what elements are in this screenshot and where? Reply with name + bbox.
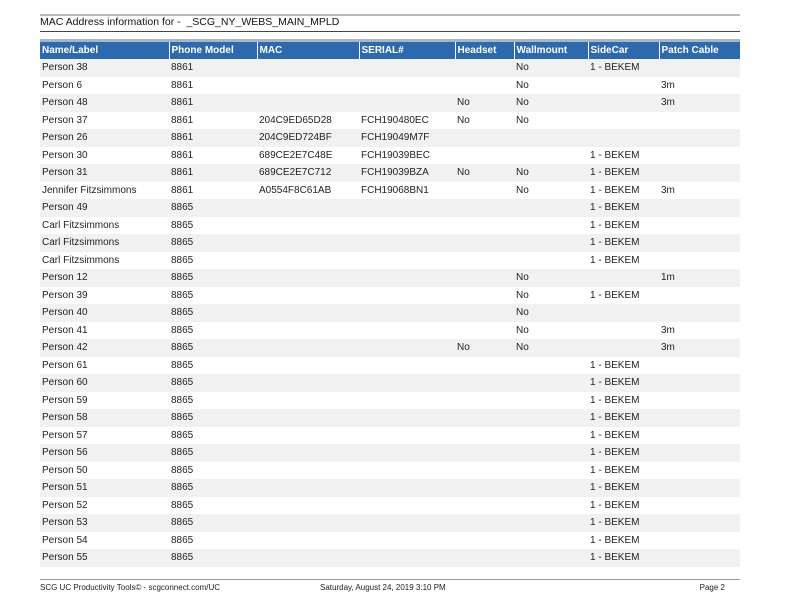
cell-wallmount [514, 252, 588, 270]
cell-patch-cable [659, 497, 740, 515]
cell-sidecar: 1 - BEKEM [588, 357, 659, 375]
cell-headset [455, 77, 514, 95]
cell-wallmount: No [514, 182, 588, 200]
cell-sidecar: 1 - BEKEM [588, 234, 659, 252]
cell-mac [257, 339, 359, 357]
cell-phone-model: 8865 [169, 497, 257, 515]
cell-name: Jennifer Fitzsimmons [40, 182, 169, 200]
column-header-mac: MAC [257, 42, 359, 59]
cell-wallmount [514, 549, 588, 567]
cell-phone-model: 8865 [169, 322, 257, 340]
table-row [40, 252, 740, 270]
table-row [40, 357, 740, 375]
table-row [40, 514, 740, 532]
cell-patch-cable [659, 462, 740, 480]
cell-serial [359, 479, 455, 497]
cell-name: Person 39 [40, 287, 169, 305]
table-row [40, 77, 740, 95]
cell-phone-model: 8865 [169, 427, 257, 445]
cell-headset: No [455, 164, 514, 182]
cell-patch-cable [659, 129, 740, 147]
table-row [40, 217, 740, 235]
cell-mac: A0554F8C61AB [257, 182, 359, 200]
cell-wallmount [514, 374, 588, 392]
cell-patch-cable [659, 392, 740, 410]
cell-serial [359, 409, 455, 427]
cell-headset [455, 234, 514, 252]
cell-name: Person 49 [40, 199, 169, 217]
cell-phone-model: 8865 [169, 269, 257, 287]
cell-name: Person 54 [40, 532, 169, 550]
cell-wallmount [514, 234, 588, 252]
cell-mac [257, 497, 359, 515]
cell-name: Person 40 [40, 304, 169, 322]
cell-name: Carl Fitzsimmons [40, 217, 169, 235]
table-row [40, 59, 740, 77]
cell-phone-model: 8865 [169, 374, 257, 392]
cell-serial [359, 94, 455, 112]
cell-mac [257, 532, 359, 550]
cell-headset [455, 59, 514, 77]
cell-serial [359, 532, 455, 550]
cell-mac [257, 322, 359, 340]
footer-rule [40, 579, 740, 580]
cell-wallmount [514, 217, 588, 235]
cell-phone-model: 8865 [169, 339, 257, 357]
table-row [40, 479, 740, 497]
cell-mac [257, 304, 359, 322]
cell-patch-cable [659, 287, 740, 305]
cell-headset [455, 549, 514, 567]
cell-mac [257, 392, 359, 410]
cell-serial [359, 357, 455, 375]
cell-headset: No [455, 94, 514, 112]
cell-sidecar [588, 77, 659, 95]
cell-sidecar: 1 - BEKEM [588, 427, 659, 445]
cell-sidecar [588, 304, 659, 322]
cell-headset [455, 532, 514, 550]
cell-mac [257, 479, 359, 497]
cell-name: Person 6 [40, 77, 169, 95]
cell-sidecar: 1 - BEKEM [588, 199, 659, 217]
cell-name: Person 41 [40, 322, 169, 340]
cell-mac [257, 409, 359, 427]
cell-wallmount: No [514, 94, 588, 112]
cell-serial [359, 339, 455, 357]
cell-wallmount: No [514, 59, 588, 77]
cell-mac [257, 59, 359, 77]
cell-name: Person 51 [40, 479, 169, 497]
cell-name: Person 37 [40, 112, 169, 130]
table-row [40, 374, 740, 392]
cell-mac [257, 287, 359, 305]
table-header [40, 42, 740, 59]
cell-name: Person 52 [40, 497, 169, 515]
cell-mac [257, 252, 359, 270]
cell-phone-model: 8865 [169, 479, 257, 497]
column-header-headset: Headset [455, 42, 514, 59]
cell-phone-model: 8865 [169, 409, 257, 427]
cell-wallmount: No [514, 322, 588, 340]
cell-patch-cable: 3m [659, 339, 740, 357]
cell-wallmount [514, 392, 588, 410]
column-header-wallmount: Wallmount [514, 42, 588, 59]
cell-headset [455, 199, 514, 217]
cell-headset [455, 357, 514, 375]
column-header-sidecar: SideCar [588, 42, 659, 59]
cell-wallmount: No [514, 164, 588, 182]
table-row [40, 304, 740, 322]
table-body [40, 59, 740, 567]
table-row [40, 94, 740, 112]
cell-serial [359, 77, 455, 95]
table-row [40, 147, 740, 165]
cell-wallmount: No [514, 339, 588, 357]
cell-wallmount [514, 479, 588, 497]
cell-phone-model: 8865 [169, 217, 257, 235]
cell-serial: FCH190480EC [359, 112, 455, 130]
column-header-serial: SERIAL# [359, 42, 455, 59]
cell-serial: FCH19039BEC [359, 147, 455, 165]
cell-name: Person 30 [40, 147, 169, 165]
cell-patch-cable [659, 444, 740, 462]
cell-name: Person 55 [40, 549, 169, 567]
cell-patch-cable [659, 199, 740, 217]
cell-mac [257, 549, 359, 567]
cell-name: Person 60 [40, 374, 169, 392]
cell-headset [455, 479, 514, 497]
cell-serial [359, 514, 455, 532]
cell-patch-cable [659, 304, 740, 322]
cell-wallmount [514, 514, 588, 532]
cell-wallmount: No [514, 304, 588, 322]
table-row [40, 164, 740, 182]
cell-serial: FCH19039BZA [359, 164, 455, 182]
cell-sidecar: 1 - BEKEM [588, 182, 659, 200]
cell-headset [455, 252, 514, 270]
cell-name: Person 48 [40, 94, 169, 112]
cell-patch-cable [659, 252, 740, 270]
cell-serial [359, 59, 455, 77]
table-row [40, 339, 740, 357]
cell-wallmount [514, 427, 588, 445]
cell-name: Person 53 [40, 514, 169, 532]
cell-name: Person 56 [40, 444, 169, 462]
cell-sidecar: 1 - BEKEM [588, 497, 659, 515]
cell-mac [257, 234, 359, 252]
cell-mac: 204C9ED65D28 [257, 112, 359, 130]
cell-patch-cable: 1m [659, 269, 740, 287]
cell-patch-cable: 3m [659, 322, 740, 340]
cell-phone-model: 8861 [169, 94, 257, 112]
cell-phone-model: 8865 [169, 252, 257, 270]
cell-phone-model: 8865 [169, 462, 257, 480]
cell-phone-model: 8861 [169, 112, 257, 130]
cell-serial [359, 549, 455, 567]
column-header-phone-model: Phone Model [169, 42, 257, 59]
table-row [40, 549, 740, 567]
cell-patch-cable [659, 164, 740, 182]
table-row [40, 269, 740, 287]
cell-headset [455, 427, 514, 445]
cell-sidecar: 1 - BEKEM [588, 147, 659, 165]
cell-wallmount [514, 357, 588, 375]
cell-headset [455, 409, 514, 427]
cell-patch-cable [659, 479, 740, 497]
table-row [40, 129, 740, 147]
cell-sidecar: 1 - BEKEM [588, 549, 659, 567]
cell-mac: 689CE2E7C712 [257, 164, 359, 182]
cell-phone-model: 8861 [169, 147, 257, 165]
cell-wallmount: No [514, 77, 588, 95]
cell-headset [455, 444, 514, 462]
cell-patch-cable [659, 59, 740, 77]
cell-headset [455, 147, 514, 165]
cell-sidecar [588, 269, 659, 287]
cell-serial [359, 374, 455, 392]
cell-headset [455, 217, 514, 235]
cell-wallmount [514, 497, 588, 515]
cell-headset [455, 322, 514, 340]
cell-patch-cable [659, 374, 740, 392]
cell-serial [359, 217, 455, 235]
cell-serial [359, 252, 455, 270]
cell-wallmount: No [514, 112, 588, 130]
cell-phone-model: 8865 [169, 234, 257, 252]
cell-serial [359, 497, 455, 515]
cell-sidecar: 1 - BEKEM [588, 392, 659, 410]
cell-headset [455, 269, 514, 287]
cell-phone-model: 8865 [169, 392, 257, 410]
cell-phone-model: 8865 [169, 514, 257, 532]
cell-serial [359, 427, 455, 445]
cell-phone-model: 8861 [169, 164, 257, 182]
cell-mac [257, 444, 359, 462]
cell-sidecar: 1 - BEKEM [588, 164, 659, 182]
cell-name: Person 12 [40, 269, 169, 287]
column-header-patch-cable: Patch Cable [659, 42, 740, 59]
cell-sidecar [588, 339, 659, 357]
cell-patch-cable: 3m [659, 94, 740, 112]
cell-patch-cable [659, 234, 740, 252]
cell-sidecar: 1 - BEKEM [588, 462, 659, 480]
cell-patch-cable [659, 147, 740, 165]
cell-name: Person 61 [40, 357, 169, 375]
cell-name: Carl Fitzsimmons [40, 234, 169, 252]
cell-serial [359, 322, 455, 340]
cell-wallmount [514, 147, 588, 165]
cell-wallmount [514, 409, 588, 427]
table-row [40, 427, 740, 445]
cell-name: Person 26 [40, 129, 169, 147]
table-row [40, 392, 740, 410]
cell-mac [257, 427, 359, 445]
cell-phone-model: 8865 [169, 357, 257, 375]
cell-serial [359, 269, 455, 287]
cell-wallmount: No [514, 287, 588, 305]
cell-phone-model: 8865 [169, 444, 257, 462]
cell-wallmount [514, 129, 588, 147]
cell-serial [359, 444, 455, 462]
cell-headset [455, 514, 514, 532]
cell-headset [455, 462, 514, 480]
cell-wallmount [514, 444, 588, 462]
cell-headset [455, 287, 514, 305]
cell-wallmount [514, 199, 588, 217]
cell-serial [359, 287, 455, 305]
cell-patch-cable [659, 514, 740, 532]
cell-sidecar: 1 - BEKEM [588, 444, 659, 462]
table-row [40, 322, 740, 340]
table-row [40, 112, 740, 130]
cell-mac [257, 374, 359, 392]
cell-patch-cable: 3m [659, 182, 740, 200]
cell-phone-model: 8865 [169, 549, 257, 567]
cell-headset [455, 392, 514, 410]
cell-sidecar: 1 - BEKEM [588, 59, 659, 77]
cell-wallmount [514, 532, 588, 550]
cell-phone-model: 8865 [169, 287, 257, 305]
cell-name: Person 50 [40, 462, 169, 480]
cell-sidecar: 1 - BEKEM [588, 514, 659, 532]
cell-serial: FCH19068BN1 [359, 182, 455, 200]
cell-mac [257, 462, 359, 480]
cell-phone-model: 8865 [169, 532, 257, 550]
cell-mac: 204C9ED724BF [257, 129, 359, 147]
table-row [40, 444, 740, 462]
table-row [40, 462, 740, 480]
cell-serial [359, 199, 455, 217]
cell-phone-model: 8865 [169, 199, 257, 217]
cell-sidecar: 1 - BEKEM [588, 374, 659, 392]
cell-serial [359, 304, 455, 322]
title-rule [40, 31, 740, 32]
cell-serial [359, 462, 455, 480]
cell-patch-cable [659, 427, 740, 445]
mac-address-table [40, 42, 740, 567]
report-title: MAC Address information for - _SCG_NY_WEBS_MAIN_MPLD [40, 16, 340, 28]
cell-headset [455, 497, 514, 515]
table-row [40, 234, 740, 252]
cell-sidecar: 1 - BEKEM [588, 479, 659, 497]
cell-sidecar [588, 129, 659, 147]
cell-mac [257, 269, 359, 287]
cell-sidecar [588, 112, 659, 130]
cell-patch-cable: 3m [659, 77, 740, 95]
cell-mac [257, 77, 359, 95]
table-row [40, 409, 740, 427]
cell-headset [455, 129, 514, 147]
cell-mac [257, 217, 359, 235]
cell-serial [359, 392, 455, 410]
cell-sidecar: 1 - BEKEM [588, 217, 659, 235]
header-row [40, 42, 740, 59]
cell-sidecar: 1 - BEKEM [588, 532, 659, 550]
cell-headset [455, 374, 514, 392]
cell-headset: No [455, 339, 514, 357]
cell-mac [257, 199, 359, 217]
cell-name: Person 59 [40, 392, 169, 410]
footer-copyright: SCG UC Productivity Tools© - scgconnect.com/UC [40, 583, 221, 592]
cell-name: Carl Fitzsimmons [40, 252, 169, 270]
cell-patch-cable [659, 357, 740, 375]
cell-sidecar [588, 322, 659, 340]
cell-patch-cable [659, 112, 740, 130]
cell-phone-model: 8861 [169, 182, 257, 200]
cell-sidecar: 1 - BEKEM [588, 409, 659, 427]
table-row [40, 182, 740, 200]
cell-patch-cable [659, 217, 740, 235]
cell-sidecar: 1 - BEKEM [588, 252, 659, 270]
cell-phone-model: 8861 [169, 77, 257, 95]
table-row [40, 532, 740, 550]
cell-mac: 689CE2E7C48E [257, 147, 359, 165]
footer-date: Saturday, August 24, 2019 3:10 PM [320, 583, 446, 592]
cell-serial: FCH19049M7F [359, 129, 455, 147]
table-row [40, 497, 740, 515]
table-row [40, 199, 740, 217]
cell-patch-cable [659, 532, 740, 550]
cell-phone-model: 8865 [169, 304, 257, 322]
cell-headset [455, 304, 514, 322]
cell-name: Person 57 [40, 427, 169, 445]
cell-name: Person 42 [40, 339, 169, 357]
cell-headset [455, 182, 514, 200]
cell-name: Person 31 [40, 164, 169, 182]
cell-patch-cable [659, 409, 740, 427]
cell-name: Person 58 [40, 409, 169, 427]
cell-phone-model: 8861 [169, 129, 257, 147]
cell-sidecar [588, 94, 659, 112]
cell-wallmount: No [514, 269, 588, 287]
cell-name: Person 38 [40, 59, 169, 77]
cell-serial [359, 234, 455, 252]
footer-page-number: Page 2 [699, 583, 725, 592]
cell-patch-cable [659, 549, 740, 567]
table-row [40, 287, 740, 305]
cell-sidecar: 1 - BEKEM [588, 287, 659, 305]
cell-mac [257, 514, 359, 532]
cell-mac [257, 94, 359, 112]
cell-wallmount [514, 462, 588, 480]
cell-mac [257, 357, 359, 375]
column-header-name: Name/Label [40, 42, 169, 59]
cell-phone-model: 8861 [169, 59, 257, 77]
cell-headset: No [455, 112, 514, 130]
